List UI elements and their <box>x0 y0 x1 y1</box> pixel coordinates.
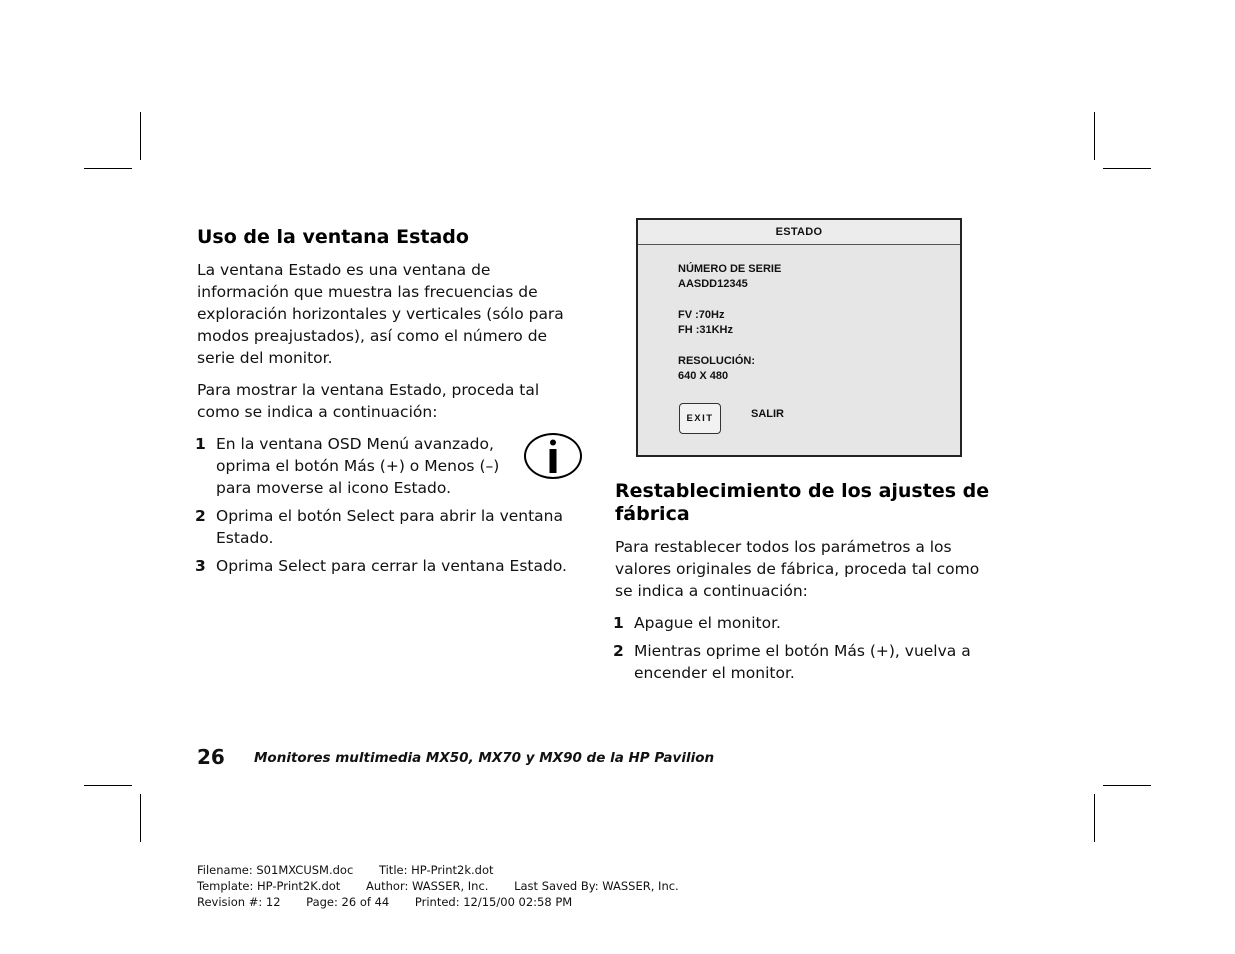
resolution-value: 640 X 480 <box>678 370 729 382</box>
paragraph: La ventana Estado es una ventana de información que muestra las frecuencias de exploración horizontales y verticales (sólo para modos preajustados), así como el número de serie del monitor. <box>197 261 564 367</box>
exit-label: SALIR <box>751 408 784 420</box>
step-list <box>615 612 995 684</box>
vertical-frequency: FV :70Hz <box>678 309 725 321</box>
info-icon <box>524 433 582 479</box>
section-heading-estado: Uso de la ventana Estado <box>197 226 469 248</box>
osd-title: ESTADO <box>638 220 960 245</box>
meta-author: Author: WASSER, Inc. <box>365 879 489 893</box>
step-number: 3 <box>195 557 206 575</box>
paragraph: Para restablecer todos los parámetros a los valores originales de fábrica, proceda tal como se indica a continuación: <box>615 538 980 600</box>
step-number: 2 <box>613 642 624 660</box>
meta-filename: Filename: S01MXCUSM.doc <box>197 863 354 877</box>
osd-info <box>678 262 781 400</box>
section-heading-reset: Restablecimiento de los ajustes de fábrica <box>615 480 990 525</box>
crop-mark <box>1094 112 1095 160</box>
exit-button: EXIT <box>679 403 721 434</box>
meta-template: Template: HP-Print2K.dot <box>197 879 341 893</box>
crop-mark <box>140 112 141 160</box>
crop-mark <box>1103 168 1151 169</box>
step-number: 1 <box>195 435 206 453</box>
step-text: Oprima el botón Select para abrir la ventana Estado. <box>216 507 564 547</box>
crop-mark <box>1094 794 1095 842</box>
right-column <box>615 480 995 690</box>
running-footer-title: Monitores multimedia MX50, MX70 y MX90 de la HP Pavilion <box>254 750 715 766</box>
step-number: 1 <box>613 614 624 632</box>
page-number: 26 <box>197 745 225 769</box>
step-text: En la ventana OSD Menú avanzado, oprima el botón Más (+) o Menos (–) para moverse al icono Estado. <box>216 435 500 497</box>
meta-page: Page: 26 of 44 <box>306 895 390 909</box>
step-list <box>197 433 567 577</box>
crop-mark <box>1103 785 1151 786</box>
step-text: Apague el monitor. <box>634 614 781 632</box>
list-item <box>197 505 567 549</box>
step-text: Mientras oprime el botón Más (+), vuelva a encender el monitor. <box>634 642 971 682</box>
list-item <box>197 555 567 577</box>
horizontal-frequency: FH :31KHz <box>678 324 734 336</box>
paragraph: Para mostrar la ventana Estado, proceda tal como se indica a continuación: <box>197 381 540 421</box>
crop-mark <box>140 794 141 842</box>
meta-saved-by: Last Saved By: WASSER, Inc. <box>514 879 679 893</box>
list-item <box>615 612 995 634</box>
resolution-label: RESOLUCIÓN: <box>678 355 755 367</box>
meta-printed: Printed: 12/15/00 02:58 PM <box>414 895 573 909</box>
crop-mark <box>84 785 132 786</box>
document-metadata <box>197 862 701 910</box>
crop-mark <box>84 168 132 169</box>
serial-label: NÚMERO DE SERIE <box>678 263 782 275</box>
step-number: 2 <box>195 507 206 525</box>
meta-revision: Revision #: 12 <box>197 895 281 909</box>
osd-status-window <box>636 218 962 457</box>
serial-value: AASDD12345 <box>678 278 748 290</box>
list-item <box>197 433 567 499</box>
left-column <box>197 226 567 583</box>
step-text: Oprima Select para cerrar la ventana Estado. <box>216 557 567 575</box>
meta-title: Title: HP-Print2k.dot <box>378 863 494 877</box>
list-item <box>615 640 995 684</box>
